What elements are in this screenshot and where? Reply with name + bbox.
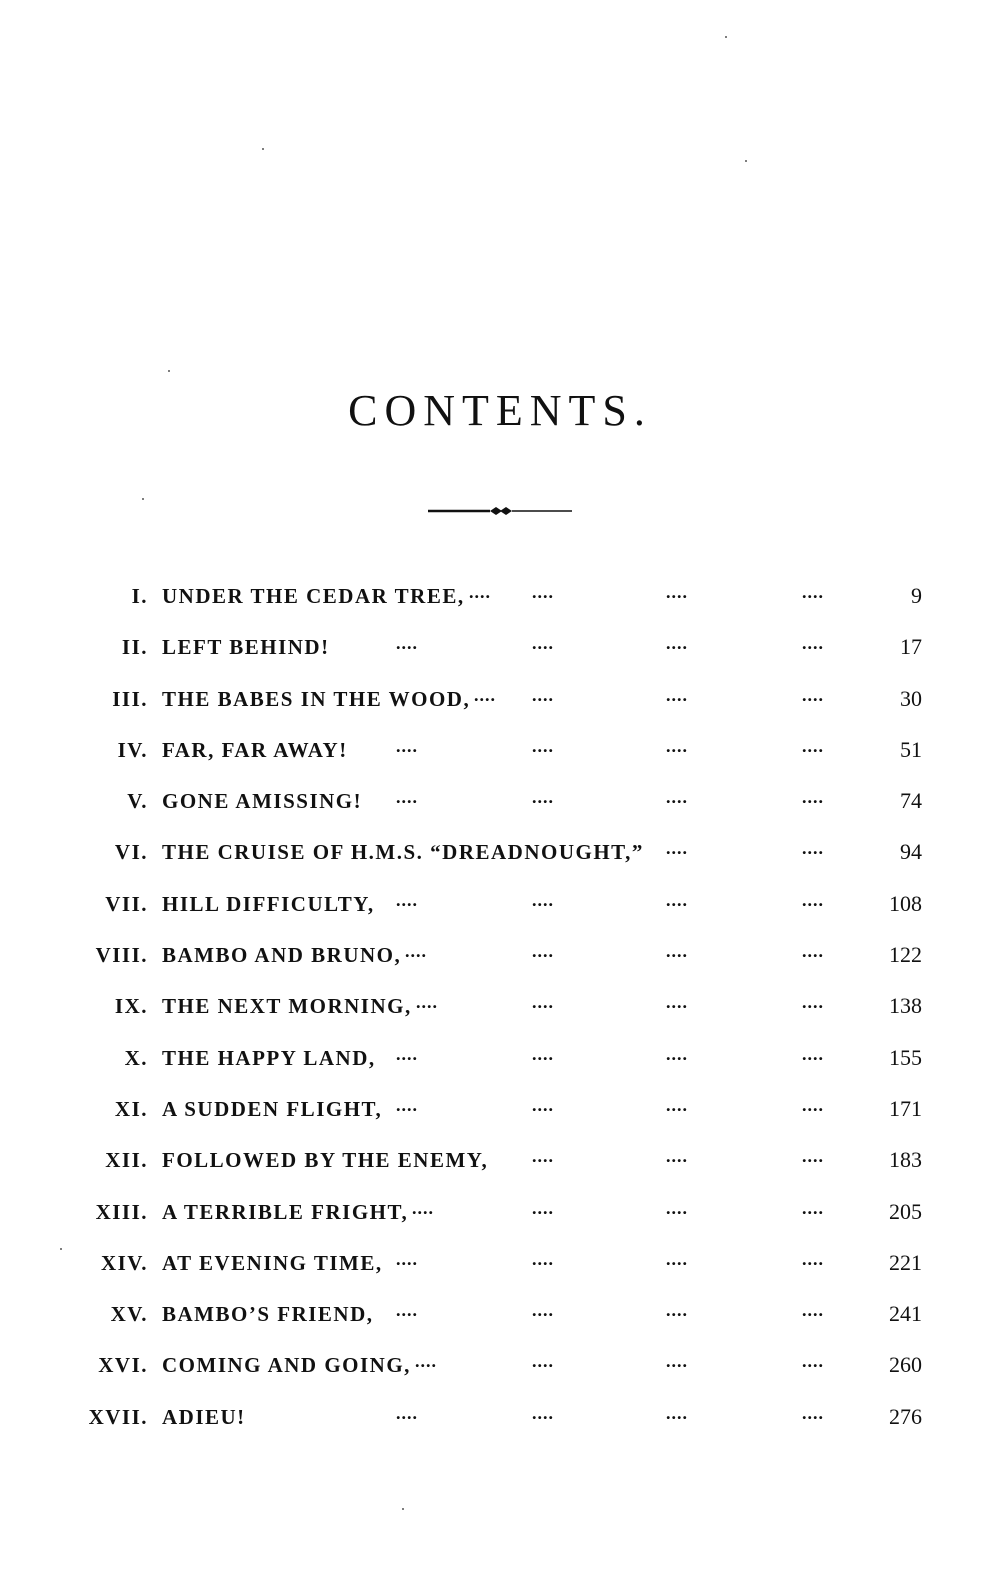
leader-dots: .... [802, 992, 824, 1013]
leader-dots: .... [532, 1043, 554, 1064]
leader-dots: .... [396, 889, 418, 910]
chapter-title: THE CRUISE OF H.M.S. “DREADNOUGHT,” [162, 840, 644, 865]
leader-dots: .... [532, 684, 554, 705]
leader-dots: .... [532, 941, 554, 962]
chapter-number: XIV. [100, 1250, 148, 1275]
leader-dots: .... [532, 582, 554, 602]
toc-entry [0, 829, 1000, 880]
leader-dots: .... [396, 633, 418, 654]
page-number: 205 [889, 1198, 922, 1224]
leader-dots: .... [396, 1043, 418, 1064]
chapter-number: X. [124, 1045, 148, 1070]
toc-entry [0, 624, 1000, 675]
chapter-title: THE NEXT MORNING, [162, 994, 412, 1019]
leader-dots: .... [666, 1197, 688, 1218]
chapter-title: BAMBO’S FRIEND, [162, 1302, 374, 1327]
page-number: 122 [889, 942, 922, 968]
page-number: 108 [889, 890, 922, 916]
leader-dots: .... [802, 1300, 824, 1321]
chapter-title: FAR, FAR AWAY! [162, 737, 348, 762]
toc-entry [0, 1240, 1000, 1291]
toc-entry [0, 1394, 1000, 1445]
leader-dots: .... [666, 1300, 688, 1321]
toc-entry [0, 676, 1000, 727]
speck [745, 160, 747, 162]
page-number: 241 [889, 1301, 922, 1327]
chapter-title: ADIEU! [162, 1404, 246, 1429]
leader-dots: .... [666, 1351, 688, 1372]
leader-dots: .... [532, 992, 554, 1013]
chapter-title: UNDER THE CEDAR TREE, [162, 584, 465, 608]
chapter-title: COMING AND GOING, [162, 1353, 411, 1378]
leader-dots: .... [532, 1094, 554, 1115]
leader-dots: .... [532, 889, 554, 910]
leader-dots: .... [666, 1094, 688, 1115]
speck [168, 370, 170, 372]
toc-entry [0, 1291, 1000, 1342]
leader-dots: .... [396, 787, 418, 808]
leader-dots: .... [532, 735, 554, 756]
leader-dots: .... [666, 1146, 688, 1167]
leader-dots: .... [532, 1197, 554, 1218]
chapter-number: I. [131, 584, 148, 608]
leader-dots: .... [412, 1197, 434, 1218]
leader-dots: .... [802, 941, 824, 962]
speck [725, 36, 727, 38]
leader-dots: .... [396, 1248, 418, 1269]
chapter-number: XV. [110, 1302, 148, 1327]
page-number: 171 [889, 1095, 922, 1121]
toc-entry [0, 727, 1000, 778]
chapter-title: LEFT BEHIND! [162, 635, 330, 660]
leader-dots: .... [802, 1197, 824, 1218]
page-number: 74 [900, 788, 922, 814]
page-title: CONTENTS. [348, 386, 652, 435]
table-of-contents [0, 573, 1000, 1445]
leader-dots: .... [802, 838, 824, 859]
speck [262, 148, 264, 150]
chapter-number: XVI. [98, 1353, 148, 1378]
page-number: 276 [889, 1403, 922, 1429]
leader-dots: .... [802, 889, 824, 910]
page-number: 94 [900, 839, 922, 865]
toc-entry [0, 778, 1000, 829]
chapter-title: FOLLOWED BY THE ENEMY, [162, 1148, 489, 1173]
toc-entry [0, 983, 1000, 1034]
chapter-title: AT EVENING TIME, [162, 1250, 383, 1275]
chapter-title: A SUDDEN FLIGHT, [162, 1096, 383, 1121]
speck [402, 1508, 404, 1510]
toc-entry [0, 932, 1000, 983]
leader-dots: .... [666, 1402, 688, 1423]
leader-dots: .... [666, 838, 688, 859]
leader-dots: .... [802, 633, 824, 654]
leader-dots: .... [666, 684, 688, 705]
chapter-number: II. [121, 635, 148, 660]
chapter-title: GONE AMISSING! [162, 789, 363, 814]
chapter-number: XII. [105, 1148, 148, 1173]
leader-dots: .... [396, 1402, 418, 1423]
leader-dots: .... [802, 787, 824, 808]
page-number: 30 [900, 685, 922, 711]
leader-dots: .... [666, 889, 688, 910]
leader-dots: .... [666, 1043, 688, 1064]
toc-entry [0, 881, 1000, 932]
chapter-number: XVII. [88, 1404, 148, 1429]
chapter-title: BAMBO AND BRUNO, [162, 943, 402, 968]
chapter-number: XI. [114, 1096, 148, 1121]
chapter-title: HILL DIFFICULTY, [162, 891, 375, 916]
chapter-number: V. [127, 789, 148, 814]
leader-dots: .... [802, 1146, 824, 1167]
leader-dots: .... [396, 1094, 418, 1115]
leader-dots: .... [396, 1300, 418, 1321]
leader-dots: .... [666, 941, 688, 962]
page-number: 183 [889, 1147, 922, 1173]
speck [60, 1248, 62, 1250]
leader-dots: .... [802, 1351, 824, 1372]
leader-dots: .... [474, 684, 496, 705]
chapter-number: XIII. [95, 1199, 148, 1224]
leader-dots: .... [416, 992, 438, 1013]
leader-dots: .... [666, 787, 688, 808]
toc-entry [0, 1137, 1000, 1188]
toc-entry [0, 1035, 1000, 1086]
leader-dots: .... [802, 1248, 824, 1269]
leader-dots: .... [802, 1402, 824, 1423]
leader-dots: .... [396, 735, 418, 756]
chapter-title: THE BABES IN THE WOOD, [162, 686, 471, 711]
chapter-title: THE HAPPY LAND, [162, 1045, 376, 1070]
chapter-number: VII. [105, 891, 148, 916]
leader-dots: .... [802, 582, 824, 602]
chapter-number: IV. [117, 737, 148, 762]
chapter-title: A TERRIBLE FRIGHT, [162, 1199, 409, 1224]
page-number: 138 [889, 993, 922, 1019]
chapter-number: III. [112, 686, 148, 711]
chapter-number: IX. [114, 994, 148, 1019]
leader-dots: .... [532, 1146, 554, 1167]
toc-entry [0, 573, 1000, 624]
leader-dots: .... [532, 1351, 554, 1372]
leader-dots: .... [469, 582, 491, 602]
toc-entry [0, 1189, 1000, 1240]
page-number: 9 [911, 583, 922, 608]
page-number: 17 [900, 634, 922, 660]
leader-dots: .... [415, 1351, 437, 1372]
leader-dots: .... [532, 1248, 554, 1269]
chapter-number: VIII. [95, 943, 148, 968]
speck [142, 498, 144, 500]
leader-dots: .... [532, 1300, 554, 1321]
page-number: 260 [889, 1352, 922, 1378]
leader-dots: .... [666, 992, 688, 1013]
ornament-divider [428, 503, 572, 519]
leader-dots: .... [666, 582, 688, 602]
page-number: 155 [889, 1044, 922, 1070]
leader-dots: .... [802, 1094, 824, 1115]
leader-dots: .... [532, 787, 554, 808]
leader-dots: .... [666, 1248, 688, 1269]
leader-dots: .... [666, 633, 688, 654]
toc-entry [0, 1086, 1000, 1137]
leader-dots: .... [802, 735, 824, 756]
leader-dots: .... [405, 941, 427, 962]
toc-entry [0, 1342, 1000, 1393]
page-number: 221 [889, 1249, 922, 1275]
leader-dots: .... [666, 735, 688, 756]
leader-dots: .... [532, 1402, 554, 1423]
page-number: 51 [900, 736, 922, 762]
leader-dots: .... [802, 1043, 824, 1064]
chapter-number: VI. [114, 840, 148, 865]
leader-dots: .... [532, 633, 554, 654]
leader-dots: .... [802, 684, 824, 705]
